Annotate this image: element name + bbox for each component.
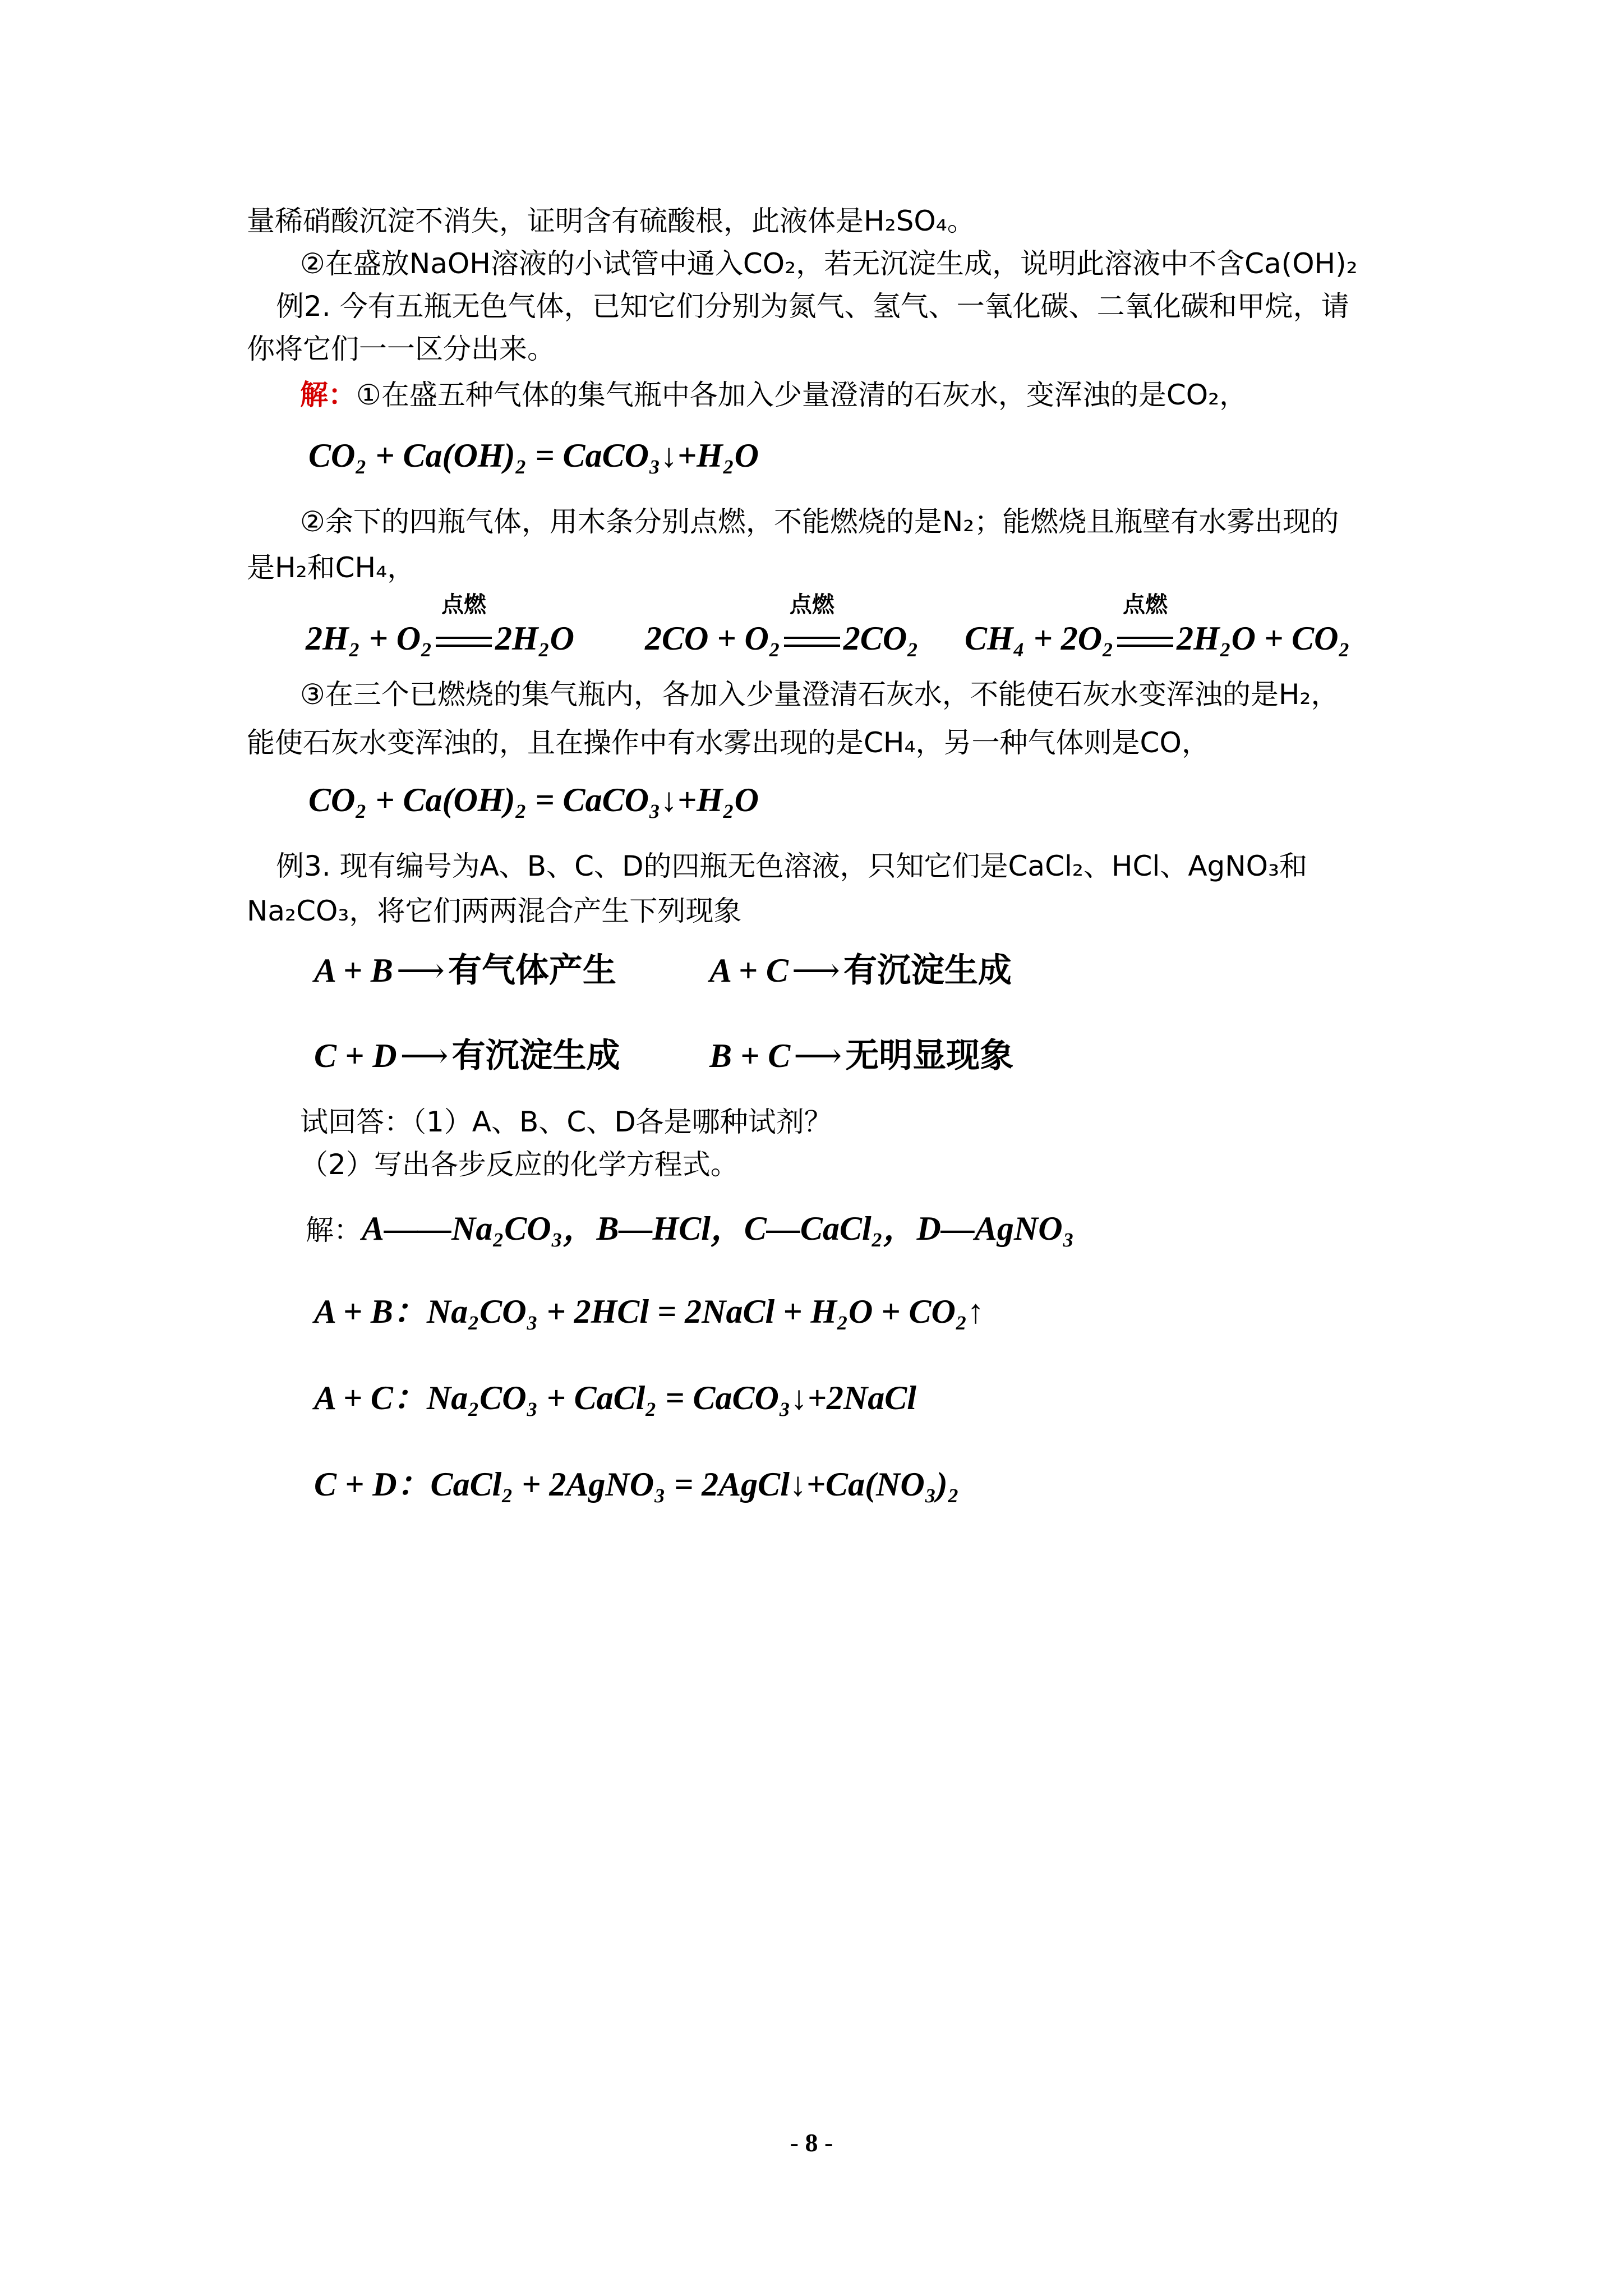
equation-a-c [314,1375,916,1420]
eq-left: 2CO + O₂ [645,620,781,657]
eq-left: CH₄ + 2O₂ [965,620,1114,657]
condition-label: 点燃 [1123,592,1168,618]
ignite-condition [784,592,840,661]
answer-identification [306,1206,1075,1253]
text-line: ②在盛放NaOH溶液的小试管中通入CO₂，若无沉淀生成，说明此溶液中不含Ca(OH)₂ [300,247,1358,280]
equation-a-b [314,1289,984,1334]
reaction-a-b [314,948,616,993]
equation-co2-limewater: CO₂ + Ca(OH)₂ = CaCO₃↓+H₂O [308,781,759,818]
reaction-c-d [314,1033,620,1078]
eq-right: 2H₂O + CO₂ [1177,620,1350,657]
eq-right: 2H₂O [495,620,574,657]
text-line: 是H₂和CH₄， [247,551,416,584]
step-label: C + D： [314,1466,431,1503]
ignite-condition [436,592,492,661]
solution-label: 解： [300,379,356,411]
text-line: ②余下的四瓶气体，用木条分别点燃，不能燃烧的是N₂；能燃烧且瓶壁有水雾出现的 [300,505,1339,538]
double-bond-sign [436,637,492,647]
condition-label: 点燃 [789,592,834,618]
text-line: ③在三个已燃烧的集气瓶内，各加入少量澄清石灰水，不能使石灰水变浑浊的是H₂， [300,678,1339,711]
reaction-pair: A + C [709,952,789,989]
reaction-a-c [709,948,1012,993]
question-line: 试回答：（1）A、B、C、D各是哪种试剂？ [300,1106,832,1138]
solution-text: ①在盛五种气体的集气瓶中各加入少量澄清的石灰水，变浑浊的是CO₂， [356,379,1248,411]
arrow-icon: ⟶ [791,952,840,989]
text-line: 量稀硝酸沉淀不消失，证明含有硫酸根，此液体是H₂SO₄。 [247,205,975,237]
arrow-icon: ⟶ [396,952,445,989]
ignite-condition [1117,592,1173,661]
step-equation: Na₂CO₃ + 2HCl = 2NaCl + H₂O + CO₂↑ [426,1293,984,1330]
equation-ch4-combustion [965,592,1350,661]
step-equation: Na₂CO₃ + CaCl₂ = CaCO₃↓+2NaCl [426,1379,916,1416]
arrow-icon: ⟶ [400,1037,449,1074]
equation-c-d [314,1462,960,1507]
equation-co2-limewater: CO₂ + Ca(OH)₂ = CaCO₃↓+H₂O [308,437,759,474]
text-line: 能使石灰水变浑浊的，且在操作中有水雾出现的是CH₄，另一种气体则是CO， [247,726,1210,759]
eq-left: 2H₂ + O₂ [306,620,433,657]
reaction-result: 有气体产生 [448,952,616,989]
text-line: 你将它们一一区分出来。 [247,333,555,365]
question-line: （2）写出各步反应的化学方程式。 [300,1148,739,1181]
reaction-b-c [709,1033,1013,1078]
equation-h2-combustion [306,592,574,661]
double-bond-sign [1117,637,1173,647]
step-label: A + B： [314,1293,427,1330]
reaction-pair: C + D [314,1037,397,1074]
example-3-heading: 例3. 现有编号为A、B、C、D的四瓶无色溶液，只知它们是CaCl₂、HCl、AgNO₃和 [276,850,1308,882]
double-bond-sign [784,637,840,647]
step-label: A + C： [314,1379,427,1416]
equation-co-combustion [645,592,919,661]
answer-label: 解： [306,1214,362,1246]
eq-right: 2CO₂ [843,620,919,657]
step-equation: CaCl₂ + 2AgNO₃ = 2AgCl↓+Ca(NO₃)₂ [430,1466,960,1503]
example-2-heading: 例2. 今有五瓶无色气体，已知它们分别为氮气、氢气、一氧化碳、二氧化碳和甲烷，请 [276,290,1349,323]
reaction-pair: A + B [314,952,393,989]
text-line: Na₂CO₃，将它们两两混合产生下列现象 [247,895,742,927]
page-number: - 8 - [790,2128,833,2157]
reaction-pair: B + C [709,1037,791,1074]
answer-text: A——Na₂CO₃，B—HCl，C—CaCl₂，D—AgNO₃ [362,1210,1075,1247]
condition-label: 点燃 [441,592,487,618]
reaction-result: 有沉淀生成 [843,952,1012,989]
solution-line [300,377,1247,413]
reaction-result: 有沉淀生成 [451,1037,620,1074]
reaction-result: 无明显现象 [845,1037,1014,1074]
arrow-icon: ⟶ [794,1037,842,1074]
